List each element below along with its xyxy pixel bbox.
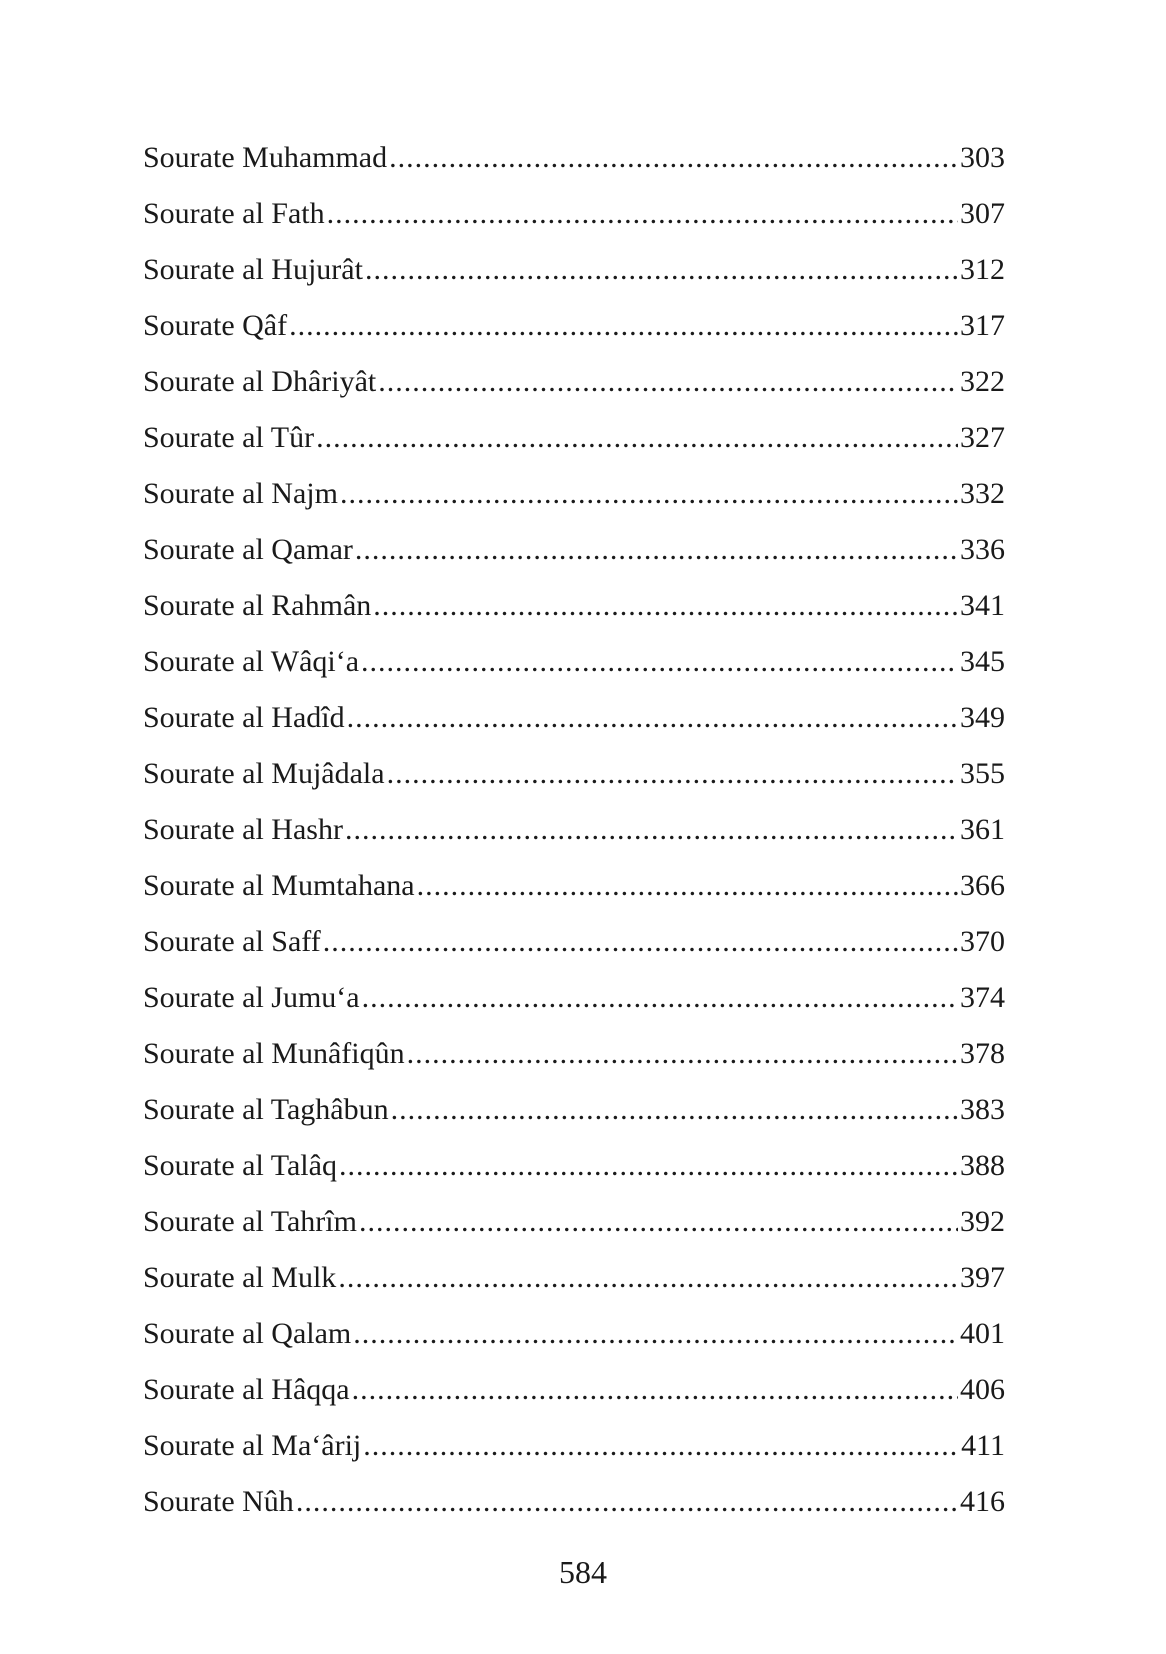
toc-entry-title: Sourate al Tahrîm: [143, 1205, 357, 1238]
dot-leader: [365, 242, 958, 298]
toc-entry: [143, 578, 1005, 634]
toc-entry: [143, 1026, 1005, 1082]
toc-entry: [143, 1306, 1005, 1362]
dot-leader: [373, 578, 958, 634]
toc-entry-page: 374: [960, 981, 1005, 1014]
toc-entry: [143, 970, 1005, 1026]
toc-entry: [143, 130, 1005, 186]
toc-entry: [143, 354, 1005, 410]
dot-leader: [362, 970, 958, 1026]
dot-leader: [391, 1082, 958, 1138]
dot-leader: [361, 634, 958, 690]
toc-entry-page: 322: [960, 365, 1005, 398]
dot-leader: [339, 1138, 958, 1194]
toc-entry: [143, 298, 1005, 354]
dot-leader: [323, 914, 958, 970]
toc-entry-title: Sourate al Ma‘ârij: [143, 1429, 362, 1462]
toc-entry-page: 327: [960, 421, 1005, 454]
toc-entry: [143, 746, 1005, 802]
toc-entry-title: Sourate al Talâq: [143, 1149, 337, 1182]
toc-entry-page: 416: [960, 1485, 1005, 1518]
toc-entry: [143, 914, 1005, 970]
toc-entry: [143, 1138, 1005, 1194]
dot-leader: [316, 410, 958, 466]
toc-entry-page: 341: [960, 589, 1005, 622]
toc-entry-page: 332: [960, 477, 1005, 510]
toc-entry: [143, 690, 1005, 746]
toc-entry-page: 401: [960, 1317, 1005, 1350]
dot-leader: [387, 746, 958, 802]
toc-entry: [143, 186, 1005, 242]
toc-entry-page: 349: [960, 701, 1005, 734]
toc-entry-title: Sourate al Hadîd: [143, 701, 345, 734]
toc-entry: [143, 1474, 1005, 1530]
toc-entry: [143, 242, 1005, 298]
toc-entry-title: Sourate al Tûr: [143, 421, 315, 454]
toc-entry-title: Sourate Muhammad: [143, 141, 388, 174]
dot-leader: [359, 1194, 958, 1250]
toc-entry-title: Sourate al Qalam: [143, 1317, 352, 1350]
toc-entry: [143, 1362, 1005, 1418]
toc-entry-title: Sourate al Hashr: [143, 813, 343, 846]
toc-entry-title: Sourate al Dhâriyât: [143, 365, 377, 398]
toc-entry-title: Sourate al Jumu‘a: [143, 981, 360, 1014]
dot-leader: [363, 1418, 959, 1474]
toc-entry-title: Sourate al Hâqqa: [143, 1373, 350, 1406]
toc-entry-page: 366: [960, 869, 1005, 902]
toc-entry-page: 397: [960, 1261, 1005, 1294]
toc-entry-page: 355: [960, 757, 1005, 790]
toc-entry-title: Sourate al Mumtahana: [143, 869, 415, 902]
dot-leader: [338, 1250, 958, 1306]
toc-entry: [143, 802, 1005, 858]
toc-entry-title: Sourate al Mulk: [143, 1261, 337, 1294]
toc-entry-page: 406: [960, 1373, 1005, 1406]
toc-entry: [143, 522, 1005, 578]
dot-leader: [378, 354, 958, 410]
dot-leader: [345, 802, 958, 858]
toc-entry-title: Sourate Qâf: [143, 309, 288, 342]
toc-entry: [143, 1194, 1005, 1250]
toc-entry-page: 378: [960, 1037, 1005, 1070]
dot-leader: [327, 186, 958, 242]
toc-entry-page: 303: [960, 141, 1005, 174]
toc-entry-title: Sourate al Fath: [143, 197, 325, 230]
dot-leader: [352, 1362, 958, 1418]
toc-entry: [143, 1418, 1005, 1474]
dot-leader: [389, 130, 958, 186]
dot-leader: [340, 466, 958, 522]
toc-entry-page: 307: [960, 197, 1005, 230]
toc-entry-page: 317: [960, 309, 1005, 342]
toc-entry-page: 411: [961, 1429, 1005, 1462]
toc-entry-title: Sourate al Hujurât: [143, 253, 363, 286]
toc-entry-page: 345: [960, 645, 1005, 678]
toc-entry-page: 336: [960, 533, 1005, 566]
toc-entry-title: Sourate al Taghâbun: [143, 1093, 389, 1126]
toc-entry: [143, 1082, 1005, 1138]
toc-entry: [143, 1250, 1005, 1306]
toc-entry-title: Sourate al Wâqi‘a: [143, 645, 360, 678]
dot-leader: [353, 1306, 958, 1362]
toc-entry: [143, 410, 1005, 466]
toc-entry-page: 388: [960, 1149, 1005, 1182]
toc-entry-title: Sourate al Rahmân: [143, 589, 372, 622]
dot-leader: [296, 1474, 958, 1530]
toc-entry-title: Sourate al Qamar: [143, 533, 353, 566]
toc-entry-title: Sourate al Najm: [143, 477, 338, 510]
toc-entry-title: Sourate al Munâfiqûn: [143, 1037, 405, 1070]
dot-leader: [417, 858, 958, 914]
dot-leader: [289, 298, 958, 354]
toc-entry-page: 383: [960, 1093, 1005, 1126]
toc-entry-title: Sourate al Mujâdala: [143, 757, 385, 790]
toc-entry-page: 312: [960, 253, 1005, 286]
toc-entry-page: 370: [960, 925, 1005, 958]
toc-entry: [143, 634, 1005, 690]
dot-leader: [355, 522, 958, 578]
dot-leader: [407, 1026, 958, 1082]
toc-entry: [143, 858, 1005, 914]
toc-entry-page: 392: [960, 1205, 1005, 1238]
toc-entry-page: 361: [960, 813, 1005, 846]
table-of-contents: [143, 130, 1005, 1530]
dot-leader: [347, 690, 958, 746]
toc-entry: [143, 466, 1005, 522]
toc-entry-title: Sourate Nûh: [143, 1485, 294, 1518]
page-number: 584: [559, 1554, 607, 1590]
toc-entry-title: Sourate al Saff: [143, 925, 321, 958]
